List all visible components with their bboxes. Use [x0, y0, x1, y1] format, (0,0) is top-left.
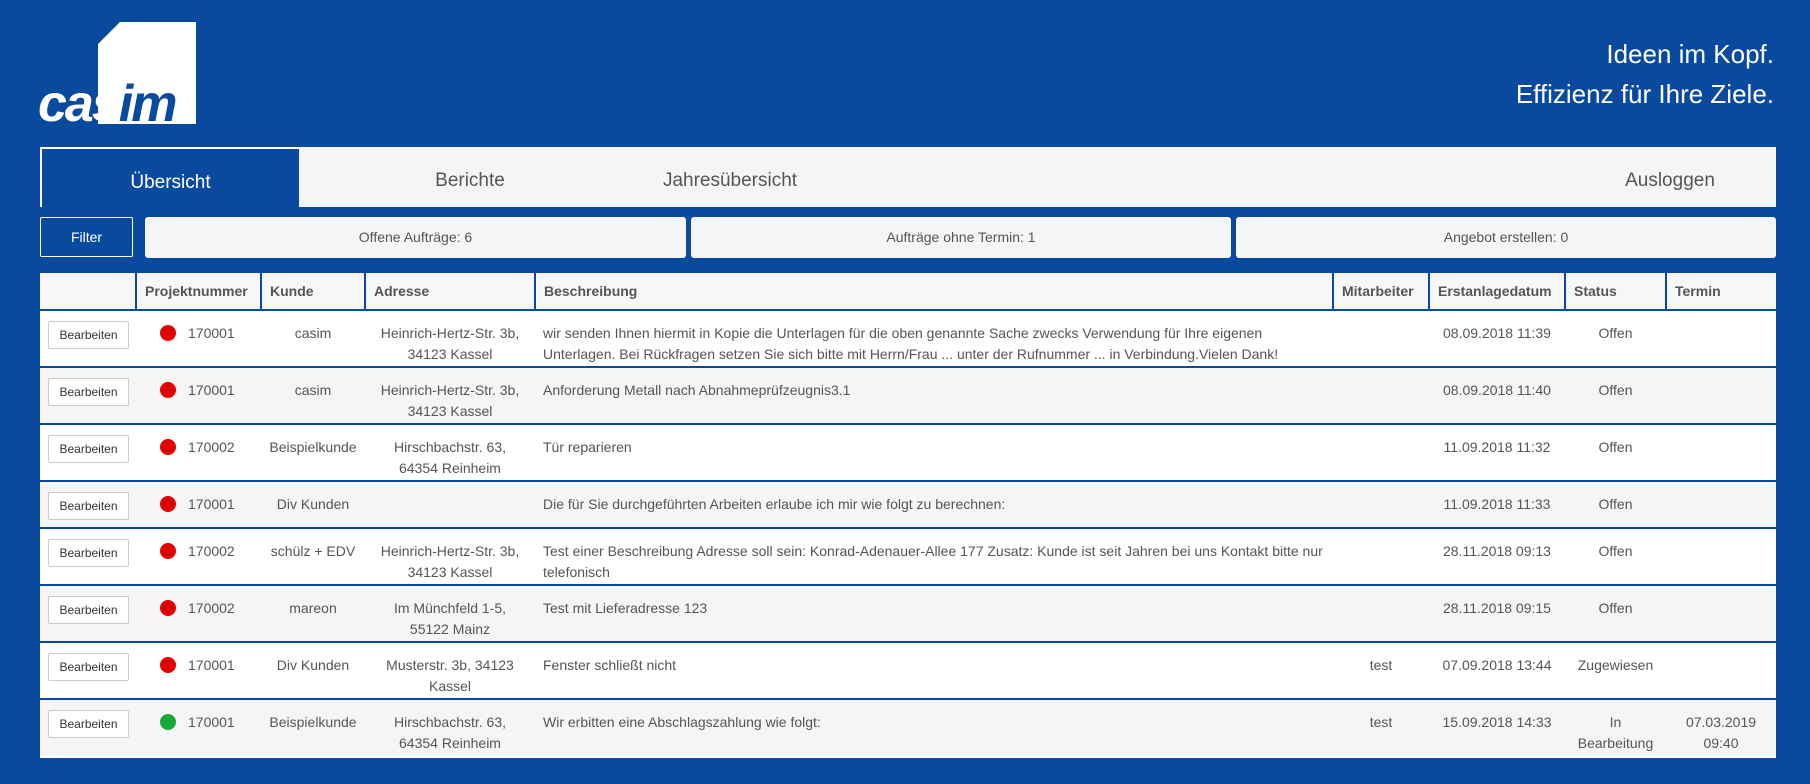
tagline-line-2: Effizienz für Ihre Ziele. [1515, 79, 1774, 109]
header-mitarbeiter[interactable]: Mitarbeiter [1333, 273, 1429, 310]
status-cell: Offen [1565, 528, 1666, 585]
stat-angebot-erstellen[interactable]: Angebot erstellen: 0 [1236, 217, 1776, 258]
adresse-cell: Heinrich-Hertz-Str. 3b, 34123 Kassel [365, 367, 535, 424]
header-projektnummer[interactable]: Projektnummer [136, 273, 261, 310]
erstanlagedatum-cell: 08.09.2018 11:40 [1429, 367, 1565, 424]
status-dot-icon [160, 600, 176, 616]
projekt-cell [136, 528, 261, 585]
edit-button[interactable]: Bearbeiten [48, 596, 129, 624]
mitarbeiter-cell [1333, 528, 1429, 585]
tagline-line-1: Ideen im Kopf. [1606, 39, 1774, 69]
table-row [40, 642, 1776, 699]
tab-uebersicht[interactable]: Übersicht [40, 147, 299, 207]
actions-cell [40, 528, 136, 585]
erstanlagedatum-cell: 28.11.2018 09:13 [1429, 528, 1565, 585]
logout-button[interactable]: Ausloggen [1625, 170, 1715, 191]
status-cell: Offen [1565, 585, 1666, 642]
termin-cell [1666, 310, 1776, 367]
termin-cell [1666, 585, 1776, 642]
termin-cell [1666, 642, 1776, 699]
mitarbeiter-cell [1333, 481, 1429, 528]
erstanlagedatum-cell: 28.11.2018 09:15 [1429, 585, 1565, 642]
stat-offene-auftraege[interactable]: Offene Aufträge: 6 [145, 217, 686, 258]
termin-cell [1666, 481, 1776, 528]
erstanlagedatum-cell: 11.09.2018 11:32 [1429, 424, 1565, 481]
adresse-cell: Hirschbachstr. 63, 64354 Reinheim [365, 699, 535, 756]
status-dot-icon [160, 496, 176, 512]
termin-cell [1666, 424, 1776, 481]
filter-button[interactable]: Filter [40, 217, 133, 257]
logo-corner-cut [98, 22, 120, 44]
actions-cell [40, 699, 136, 756]
projekt-cell [136, 585, 261, 642]
edit-button[interactable]: Bearbeiten [48, 435, 129, 463]
projektnummer: 170001 [188, 714, 235, 730]
logo-wordmark: casim [38, 75, 176, 133]
kunde-cell: Div Kunden [261, 481, 365, 528]
beschreibung-cell: Test einer Beschreibung Adresse soll sein: Konrad-Adenauer-Allee 177 Zusatz: Kunde ist seit Jahren bei uns Kontakt bitte nur telefonisch [535, 528, 1333, 585]
beschreibung-cell: Test mit Lieferadresse 123 [535, 585, 1333, 642]
status-dot-icon [160, 382, 176, 398]
status-dot-icon [160, 325, 176, 341]
status-cell: Offen [1565, 424, 1666, 481]
erstanlagedatum-cell: 15.09.2018 14:33 [1429, 699, 1565, 756]
beschreibung-cell: Tür reparieren [535, 424, 1333, 481]
adresse-cell: Musterstr. 3b, 34123 Kassel [365, 642, 535, 699]
beschreibung-cell: Wir erbitten eine Abschlagszahlung wie folgt: [535, 699, 1333, 756]
projektnummer: 170002 [188, 600, 235, 616]
adresse-cell: Hirschbachstr. 63, 64354 Reinheim [365, 424, 535, 481]
kunde-cell: Beispielkunde [261, 424, 365, 481]
erstanlagedatum-cell: 07.09.2018 13:44 [1429, 642, 1565, 699]
casim-logo [38, 22, 198, 133]
status-cell: Offen [1565, 481, 1666, 528]
beschreibung-cell: Die für Sie durchgeführten Arbeiten erlaube ich mir wie folgt zu berechnen: [535, 481, 1333, 528]
edit-button[interactable]: Bearbeiten [48, 492, 129, 520]
mitarbeiter-cell [1333, 367, 1429, 424]
status-cell: In Bearbeitung [1565, 699, 1666, 756]
table-row [40, 481, 1776, 528]
table-row [40, 528, 1776, 585]
header-erstanlagedatum[interactable]: Erstanlagedatum [1429, 273, 1565, 310]
beschreibung-cell: wir senden Ihnen hiermit in Kopie die Unterlagen für die oben genannte Sache zwecks Verwendung für Ihre eigenen Unterlagen. Bei Rückfragen setzen Sie sich bitte mit Herrn/Frau ... unter der Rufnummer ... in Verbindung.Vielen Dank! [535, 310, 1333, 367]
kunde-cell: Div Kunden [261, 642, 365, 699]
projekt-cell [136, 310, 261, 367]
main-navigation [40, 147, 1776, 207]
mitarbeiter-cell [1333, 310, 1429, 367]
edit-button[interactable]: Bearbeiten [48, 321, 129, 349]
mitarbeiter-cell: test [1333, 642, 1429, 699]
projekt-cell [136, 481, 261, 528]
projektnummer: 170002 [188, 543, 235, 559]
edit-button[interactable]: Bearbeiten [48, 653, 129, 681]
stat-auftraege-ohne-termin[interactable]: Aufträge ohne Termin: 1 [691, 217, 1231, 258]
projekt-cell [136, 367, 261, 424]
kunde-cell: schülz + EDV [261, 528, 365, 585]
table-row [40, 367, 1776, 424]
projekt-cell [136, 424, 261, 481]
status-dot-icon [160, 714, 176, 730]
projektnummer: 170001 [188, 496, 235, 512]
actions-cell [40, 310, 136, 367]
table-row [40, 310, 1776, 367]
projektnummer: 170001 [188, 657, 235, 673]
beschreibung-cell: Anforderung Metall nach Abnahmeprüfzeugnis3.1 [535, 367, 1333, 424]
status-dot-icon [160, 439, 176, 455]
edit-button[interactable]: Bearbeiten [48, 539, 129, 567]
kunde-cell: casim [261, 367, 365, 424]
mitarbeiter-cell: test [1333, 699, 1429, 756]
status-cell: Zugewiesen [1565, 642, 1666, 699]
termin-cell [1666, 367, 1776, 424]
edit-button[interactable]: Bearbeiten [48, 710, 129, 738]
mitarbeiter-cell [1333, 424, 1429, 481]
adresse-cell: Heinrich-Hertz-Str. 3b, 34123 Kassel [365, 310, 535, 367]
beschreibung-cell: Fenster schließt nicht [535, 642, 1333, 699]
termin-cell [1666, 528, 1776, 585]
status-cell: Offen [1565, 367, 1666, 424]
kunde-cell: mareon [261, 585, 365, 642]
table-row [40, 424, 1776, 481]
kunde-cell: Beispielkunde [261, 699, 365, 756]
orders-table [40, 273, 1776, 758]
header-adresse[interactable]: Adresse [365, 273, 535, 310]
status-dot-icon [160, 543, 176, 559]
header-status[interactable]: Status [1565, 273, 1666, 310]
header-termin[interactable]: Termin [1666, 273, 1776, 310]
header-actions [40, 273, 136, 310]
projektnummer: 170001 [188, 382, 235, 398]
actions-cell [40, 424, 136, 481]
header-kunde[interactable]: Kunde [261, 273, 365, 310]
projekt-cell [136, 642, 261, 699]
tab-jahresuebersicht[interactable]: Jahresübersicht [662, 170, 798, 191]
projektnummer: 170002 [188, 439, 235, 455]
tagline [1516, 34, 1774, 114]
mitarbeiter-cell [1333, 585, 1429, 642]
header-beschreibung[interactable]: Beschreibung [535, 273, 1333, 310]
adresse-cell: Im Münchfeld 1-5, 55122 Mainz [365, 585, 535, 642]
edit-button[interactable]: Bearbeiten [48, 378, 129, 406]
adresse-cell: Heinrich-Hertz-Str. 3b, 34123 Kassel [365, 528, 535, 585]
actions-cell [40, 642, 136, 699]
table-row [40, 585, 1776, 642]
actions-cell [40, 481, 136, 528]
table-header-row [40, 273, 1776, 310]
termin-cell: 07.03.2019 09:40 [1666, 699, 1776, 756]
erstanlagedatum-cell: 08.09.2018 11:39 [1429, 310, 1565, 367]
status-cell: Offen [1565, 310, 1666, 367]
tab-berichte[interactable]: Berichte [435, 170, 505, 191]
actions-cell [40, 585, 136, 642]
status-dot-icon [160, 657, 176, 673]
table-row [40, 699, 1776, 756]
projekt-cell [136, 699, 261, 756]
actions-cell [40, 367, 136, 424]
projektnummer: 170001 [188, 325, 235, 341]
kunde-cell: casim [261, 310, 365, 367]
adresse-cell [365, 481, 535, 528]
erstanlagedatum-cell: 11.09.2018 11:33 [1429, 481, 1565, 528]
